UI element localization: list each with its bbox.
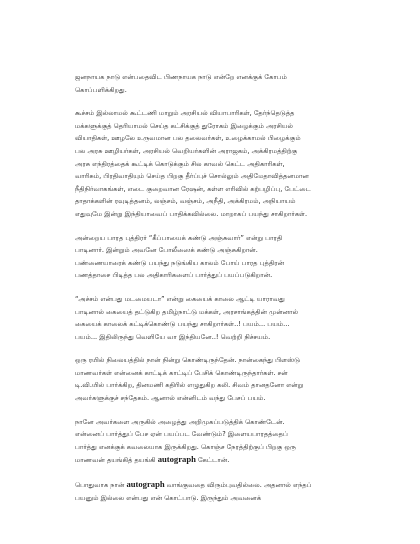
- text-line: கையைக் காலைக் கட்டிக்கொண்டு பயந்து சாகிறார்கள்..! பயம்... பயம்...: [75, 320, 290, 329]
- english-word: autograph: [126, 479, 165, 490]
- document-page: [75, 71, 350, 515]
- text-line: நீதிநிர்வாகங்கள், எடை குறைவான ரேஷன், கள்ள எரிவில் கற்பழிப்பு, பேட்டை: [75, 184, 311, 193]
- text-line: பணத்தாசை பிடித்த பல அதிகாரிகளைப் பார்த்துப் பயப்படுகிறான்.: [75, 271, 273, 280]
- text-line: பண்ணையாரைக் கண்டு பயந்து நடுங்கிய காலம் போய் பாரத புத்திரன்: [75, 258, 285, 267]
- text-line: மாணவர்கள் என்னைக் காட்டிக் காட்டிப் பேசிக் கொண்டிருந்தார்கள். சன்: [75, 368, 288, 377]
- paragraph: [75, 71, 350, 96]
- text-line: வியாதிகள், ஊழலே உருவமான பல தலைவர்கள், உழைக்காமல் பிழைக்கும்: [75, 134, 301, 143]
- text-line: “அச்சம் என்பது மடமையடா” என்று கையைக் காலை ஆட்டி யாராவது: [75, 294, 285, 303]
- paragraph: [75, 293, 350, 343]
- text-line: பாடினால் கையைத் தட்டுகிற தமிழ்நாட்டு மக்கள், அரசாங்கத்தின் முன்னால்: [75, 307, 299, 316]
- text-line: டி.வி.யில் பார்க்கிற, தினமணி கதிரில் எழுதுகிற கலி. சிவம் தானதனோ என்று: [75, 381, 304, 390]
- text-line: பல அரசு ஊழியர்கள், அரசியல் வெறியர்களின் அராஜகம், அக்கிரமத்திற்கு: [75, 146, 298, 155]
- text-line: அவர்களுக்குச் சந்தேகம். ஆனால் என்னிடம் வந்து பேசப் பயம்.: [75, 394, 266, 403]
- text-line: அரசு எந்திரத்தைக் கூட்டிக் கொடுக்கும் சில காவல் கெட்ட அதிகாரிகள்,: [75, 159, 285, 168]
- paragraph: [75, 416, 350, 467]
- text-line: பார்த்து எனக்குக் கவலையாக இருக்கிறது. கொஞ்ச நேரத்திற்குப் பிறகு ஒரு: [75, 442, 297, 451]
- text-line: பாடினார். இன்றும் அவனே போலீஸைக் கண்டு அஞ்சுகிறான்.: [75, 246, 258, 255]
- text-line: நானே அவர்களை அருகில் அழைத்து அறிமுகப்படுத்திக் கொண்டேன்.: [75, 417, 285, 426]
- text-line: வாரிசும், பிரதிவாதியும் செய்த பிறகு தீர்ப்புச் சொல்லும் அதிமேதாவித்தனமான: [75, 172, 309, 181]
- text-line: பயனும் இல்லை என்பது என் கொட்பாடு. இருந்தும் அவனைக்: [75, 493, 262, 502]
- text-line: பயம்... இதிலிருந்து வெளியே வா இந்தியனே..! வெற்றி நிச்சயம்.: [75, 332, 271, 341]
- paragraph: [75, 478, 350, 504]
- paragraph: [75, 232, 350, 282]
- text-line: ஒரு ரயில் நிலையத்தில் நான் நின்று கொண்டிருந்தேன். நான்கைந்து பிளஸ்டு: [75, 356, 301, 365]
- text-line: தாதாக்களின் ரவுடித்தனம், லஞ்சம், வஞ்சம், அநீதி, அக்கிரமம், அநியாயம்: [75, 197, 296, 206]
- text-line: எதுவுமே இன்று இந்தியாவைப் பாதிக்கவில்லை. மாறாகப் பயந்து சாகிறார்கள்.: [75, 209, 308, 218]
- english-word: autograph: [157, 454, 196, 465]
- text-line: பொதுவாக நான் autograph வாங்குவதை விரும்புவதில்லை. அதனால் எந்தப்: [75, 479, 312, 490]
- text-line: என்னைப் பார்த்துப் பேச ஏன் பயப்பட வேண்டும்? இளையபாரதத்தைப்: [75, 430, 288, 439]
- text-line: மக்களுக்குத் தெரியாமல் செய்த கட்சிக்குத் துரோகம் இழைக்கும் அரசியல்: [75, 121, 294, 130]
- paragraph: [75, 354, 350, 404]
- paragraph: [75, 107, 350, 220]
- text-line: ஜனநாயக நாடு என்பதைவிட பிணநாயக நாடு என்றே எனக்குக் கோபம்: [75, 73, 287, 81]
- text-line: கூச்சம் இல்லாமல் கூட்டணி மாறும் அரசியல் வியாபாரிகள், தேர்ந்தெடுத்த: [75, 109, 295, 118]
- text-line: கொப்பளிக்கிறது.: [75, 85, 127, 94]
- text-line: மாணவன் தயங்கித் தயங்கி autograph கேட்டான்.: [75, 454, 230, 465]
- text-line: அன்றைய பாரத புத்திரர் “கீப்பாயைக் கண்டு அஞ்சுவார்” என்று பாரதி: [75, 233, 283, 242]
